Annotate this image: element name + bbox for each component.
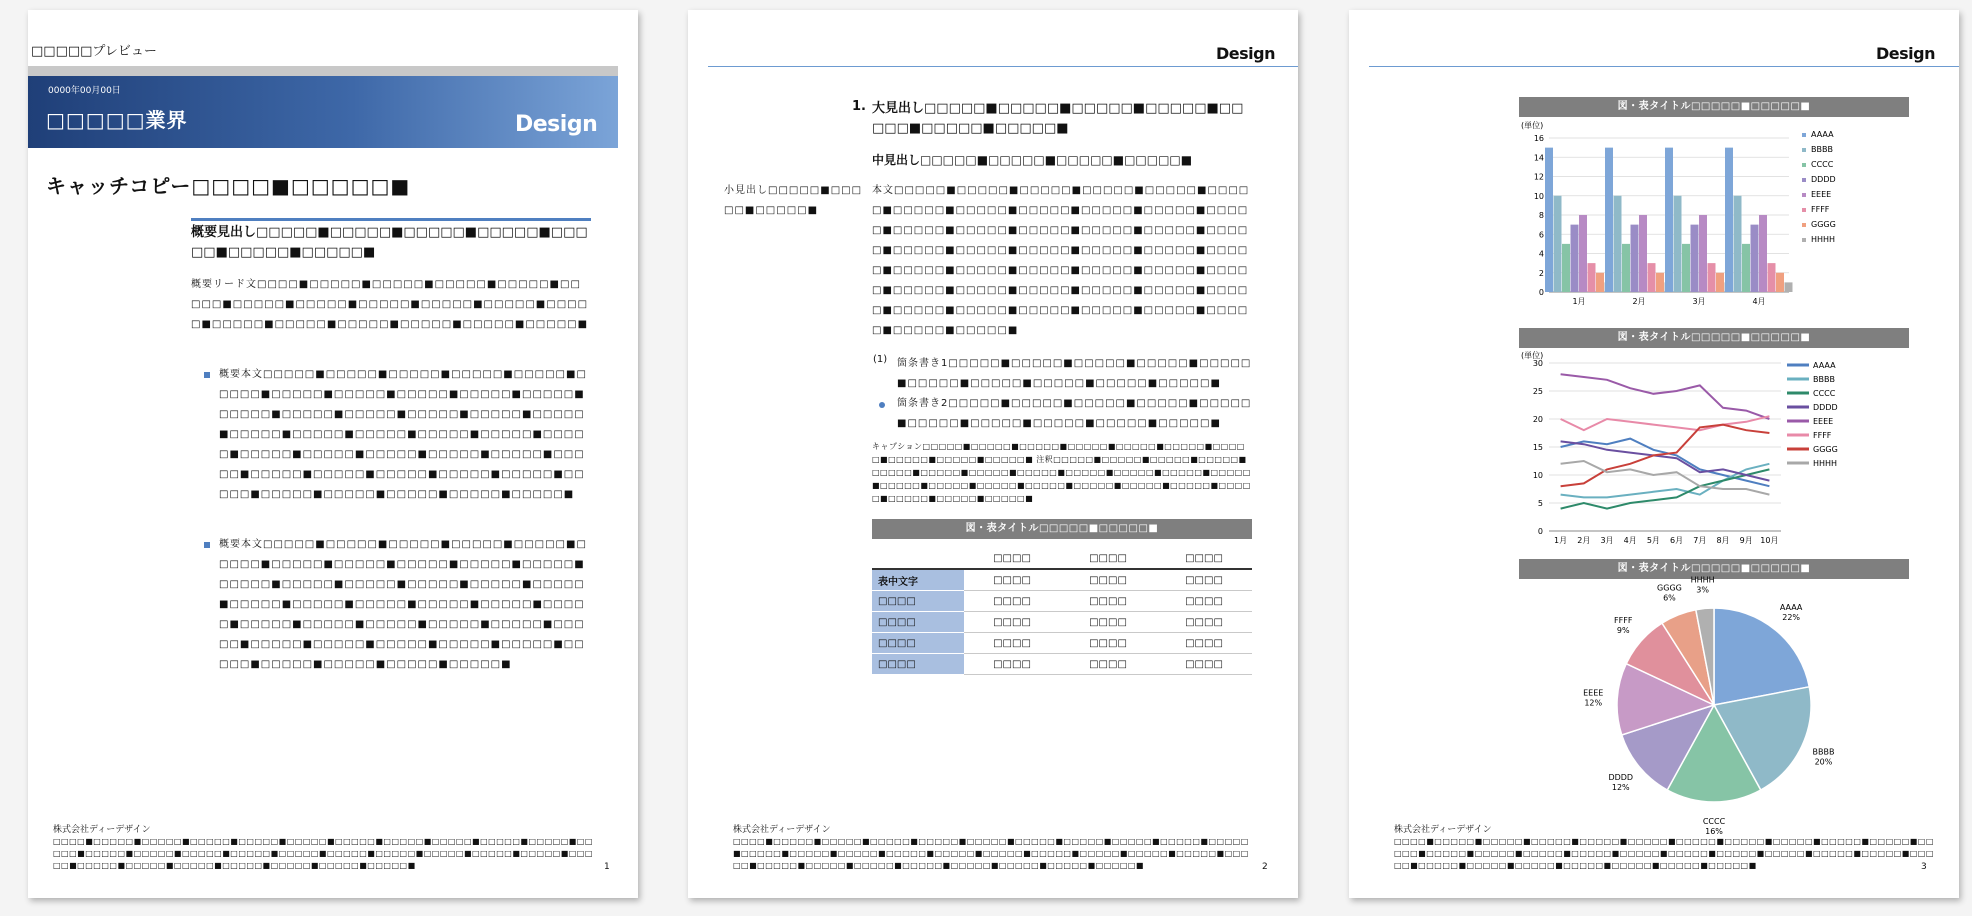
bar-y-tick-label: 8 bbox=[1538, 211, 1544, 220]
bar-legend-swatch bbox=[1802, 163, 1806, 167]
bullet-marker-2 bbox=[204, 542, 210, 548]
side-heading: 小見出し□□□□□■□□□□□■□□□□□■ bbox=[724, 185, 863, 216]
line-y-tick-label: 5 bbox=[1537, 499, 1543, 508]
bar-y-tick-label: 12 bbox=[1533, 172, 1544, 182]
footer-text: □□□□■□□□□□■□□□□□■□□□□□■□□□□□■□□□□□■□□□□□■□□□□□■□□□□□■□□□□□■□□□□□■□□□□□■□□□□□■□□□□□■□□□□□■□□□□□■□□□□□■□□□□□■□□□□□■□□□□□■□□□□□■□□□□□■□□□□□■□□□□□■□□□□□■□□□□□■□□□□□■□□□□□■□□□□□■□□□□□■ bbox=[733, 837, 1249, 870]
bar-y-unit-label: (単位) bbox=[1521, 121, 1544, 130]
table-cell: □□□□ bbox=[964, 569, 1060, 591]
bar bbox=[1674, 196, 1682, 292]
table-cell: □□□□ bbox=[1060, 654, 1156, 675]
bar-y-tick-label: 4 bbox=[1538, 249, 1544, 259]
page-number: 3 bbox=[1921, 862, 1927, 872]
line-x-tick-label: 7月 bbox=[1693, 536, 1707, 545]
bar bbox=[1648, 263, 1656, 292]
table-cell: □□□□ bbox=[964, 654, 1060, 675]
bar bbox=[1596, 273, 1604, 292]
catch-copy: キャッチコピー□□□□■□□□□□■ bbox=[46, 174, 411, 198]
bar bbox=[1562, 244, 1570, 292]
list-item-2: 箇条書き2□□□□□■□□□□□■□□□□□■□□□□□■□□□□□■□□□□□■□□□□□■□□□□□■□□□□□■□□□□□■ bbox=[897, 398, 1252, 429]
table-row bbox=[872, 591, 1252, 612]
bar bbox=[1699, 215, 1707, 292]
h1-heading: 大見出し□□□□□■□□□□□■□□□□□■□□□□□■□□□□□■□□□□□■□□□□□■ bbox=[872, 101, 1244, 136]
summary-rule bbox=[191, 218, 591, 221]
page-1 bbox=[28, 10, 638, 898]
line-series bbox=[1561, 374, 1770, 419]
lead-text: 概要リード文□□□□■□□□□□■□□□□□■□□□□□■□□□□□■□□□□□■□□□□□■□□□□□■□□□□□■□□□□□■□□□□□■□□□□□■□□□□□■□□□□□■□□□□□■□□□□□■□□□□□■□□□□□■ bbox=[191, 279, 589, 330]
bar-legend-swatch bbox=[1802, 193, 1806, 197]
pie-slice-name: DDDD bbox=[1608, 773, 1634, 783]
table-row-header: □□□□ bbox=[872, 654, 964, 675]
pie-chart-title: 図・表タイトル□□□□□■□□□□□■ bbox=[1519, 559, 1909, 579]
pie-slice-percent: 12% bbox=[1611, 783, 1630, 793]
bar bbox=[1768, 263, 1776, 292]
table-title: 図・表タイトル□□□□□■□□□□□■ bbox=[872, 519, 1252, 539]
line-x-tick-label: 6月 bbox=[1670, 536, 1684, 545]
table-cell: □□□□ bbox=[1060, 591, 1156, 612]
line-legend-label: BBBB bbox=[1813, 375, 1835, 384]
table-col-header: □□□□ bbox=[1060, 548, 1156, 569]
line-x-tick-label: 9月 bbox=[1739, 536, 1753, 545]
footer-company: 株式会社ディーデザイン bbox=[733, 825, 831, 835]
line-x-tick-label: 3月 bbox=[1600, 536, 1614, 545]
list-bullet-2 bbox=[879, 402, 885, 408]
list-marker-1: (1) bbox=[873, 354, 888, 365]
pie-slice-name: BBBB bbox=[1812, 747, 1835, 757]
line-legend-label: EEEE bbox=[1813, 417, 1834, 426]
bar-legend-label: FFFF bbox=[1811, 205, 1830, 214]
bar-chart-title: 図・表タイトル□□□□□■□□□□□■ bbox=[1519, 97, 1909, 117]
bar-legend-swatch bbox=[1802, 148, 1806, 152]
footer-company: 株式会社ディーデザイン bbox=[53, 825, 151, 835]
bar-legend-label: EEEE bbox=[1811, 190, 1832, 199]
line-y-tick-label: 20 bbox=[1532, 415, 1543, 424]
header-rule bbox=[1369, 66, 1959, 67]
bar-legend-label: HHHH bbox=[1811, 235, 1836, 244]
table-cell: □□□□ bbox=[1060, 612, 1156, 633]
bar-y-tick-label: 16 bbox=[1533, 134, 1544, 143]
banner-logo: Design bbox=[515, 112, 598, 137]
footer-text: □□□□■□□□□□■□□□□□■□□□□□■□□□□□■□□□□□■□□□□□■□□□□□■□□□□□■□□□□□■□□□□□■□□□□□■□□□□□■□□□□□■□□□□□■□□□□□■□□□□□■□□□□□■□□□□□■□□□□□■□□□□□■□□□□□■□□□□□■□□□□□■□□□□□■□□□□□■□□□□□■□□□□□■□□□□□■□□□□□■ bbox=[1394, 837, 1934, 870]
line-x-tick-label: 2月 bbox=[1577, 536, 1591, 545]
bar bbox=[1554, 196, 1562, 292]
line-y-tick-label: 30 bbox=[1532, 359, 1543, 368]
table-row-header: □□□□ bbox=[872, 612, 964, 633]
pie-slice-name: HHHH bbox=[1690, 575, 1715, 585]
summary-heading: 概要見出し□□□□□■□□□□□■□□□□□■□□□□□■□□□□□■□□□□□■□□□□□■ bbox=[191, 225, 588, 260]
table-cell: □□□□ bbox=[964, 633, 1060, 654]
pie-slice-percent: 6% bbox=[1663, 593, 1676, 603]
line-legend-label: GGGG bbox=[1813, 445, 1838, 454]
bar bbox=[1691, 225, 1699, 292]
table-cell: □□□□ bbox=[1060, 633, 1156, 654]
pie-slice-name: EEEE bbox=[1583, 688, 1604, 698]
table-col-header: □□□□ bbox=[1156, 548, 1252, 569]
header-logo: Design bbox=[1216, 44, 1275, 63]
body-text: 本文□□□□□■□□□□□■□□□□□■□□□□□■□□□□□■□□□□□■□□□□□■□□□□□■□□□□□■□□□□□■□□□□□■□□□□□■□□□□□■□□□□□■□□□□□■□□□□□■□□□□□■□□□□□■□□□□□■□□□□□■□□□□□■□□□□□■□□□□□■□□□□□■□□□□□■□□□□□■□□□□□■□□□□□■□□□□□■□□□□□■□□□□□■□□□□□■□□□□□■□□□□□■□□□□□■□□□□□■□□□□□■□□□□□■□□□□□■□□□□□■□□□□□■□□□□□■□□□□□■□□□□□■ bbox=[872, 185, 1250, 336]
bar bbox=[1716, 273, 1724, 292]
line-x-tick-label: 8月 bbox=[1716, 536, 1730, 545]
bar bbox=[1614, 196, 1622, 292]
bar-legend-label: AAAA bbox=[1811, 130, 1834, 139]
page-number: 1 bbox=[604, 862, 610, 872]
bar bbox=[1742, 244, 1750, 292]
table-corner-cell bbox=[872, 548, 964, 569]
line-x-tick-label: 1月 bbox=[1554, 536, 1568, 545]
pie-slice-name: GGGG bbox=[1657, 583, 1682, 593]
line-series bbox=[1561, 464, 1770, 498]
bar-y-tick-label: 14 bbox=[1533, 153, 1544, 163]
pie-slice-percent: 3% bbox=[1696, 585, 1709, 595]
pie-slice-name: CCCC bbox=[1702, 817, 1726, 826]
line-y-tick-label: 25 bbox=[1532, 387, 1543, 396]
line-x-tick-label: 4月 bbox=[1623, 536, 1637, 545]
footer-company: 株式会社ディーデザイン bbox=[1394, 825, 1492, 835]
table-header-row bbox=[872, 548, 1252, 569]
table-row bbox=[872, 654, 1252, 675]
body-paragraph-1: 概要本文□□□□□■□□□□□■□□□□□■□□□□□■□□□□□■□□□□□■□□□□□■□□□□□■□□□□□■□□□□□■□□□□□■□□□□□■□□□□□■□□□□□■□□□□□■□□□□□■□□□□□■□□□□□■□□□□□■□□□□□■□□□□□■□□□□□■□□□□□■□□□□□■□□□□□■□□□□□■□□□□□■□□□□□■□□□□□■□□□□□■□□□□□■□□□□□■□□□□□■□□□□□■□□□□□■□□□□□■□□□□□■□□□□□■□□□□□■□□□□□■ bbox=[219, 369, 587, 500]
footer-text: □□□□■□□□□□■□□□□□■□□□□□■□□□□□■□□□□□■□□□□□■□□□□□■□□□□□■□□□□□■□□□□□■□□□□□■□□□□□■□□□□□■□□□□□■□□□□□■□□□□□■□□□□□■□□□□□■□□□□□■□□□□□■□□□□□■□□□□□■□□□□□■□□□□□■□□□□□■□□□□□■□□□□□■□□□□□■□□□□□■ bbox=[53, 837, 593, 870]
bar bbox=[1622, 244, 1630, 292]
bar-legend-swatch bbox=[1802, 133, 1806, 137]
body-paragraph-2: 概要本文□□□□□■□□□□□■□□□□□■□□□□□■□□□□□■□□□□□■□□□□□■□□□□□■□□□□□■□□□□□■□□□□□■□□□□□■□□□□□■□□□□□■□□□□□■□□□□□■□□□□□■□□□□□■□□□□□■□□□□□■□□□□□■□□□□□■□□□□□■□□□□□■□□□□□■□□□□□■□□□□□■□□□□□■□□□□□■□□□□□■□□□□□■□□□□□■□□□□□■□□□□□■□□□□□■□□□□□■□□□□□■□□□□□■□□□□□■ bbox=[219, 539, 587, 670]
title-banner bbox=[28, 76, 618, 148]
header-logo: Design bbox=[1876, 44, 1935, 63]
line-y-tick-label: 0 bbox=[1537, 527, 1543, 536]
bar bbox=[1776, 273, 1784, 292]
list-item-1: 箇条書き1□□□□□■□□□□□■□□□□□■□□□□□■□□□□□■□□□□□■□□□□□■□□□□□■□□□□□■□□□□□■ bbox=[897, 358, 1252, 389]
page-3 bbox=[1349, 10, 1959, 898]
line-legend-label: DDDD bbox=[1813, 403, 1838, 412]
line-x-tick-label: 5月 bbox=[1646, 536, 1660, 545]
bar-legend-label: DDDD bbox=[1811, 175, 1836, 184]
bar-y-tick-label: 0 bbox=[1538, 288, 1544, 297]
line-chart bbox=[1519, 349, 1909, 554]
table-cell: □□□□ bbox=[1156, 591, 1252, 612]
bar-legend-label: CCCC bbox=[1811, 160, 1834, 169]
caption: キャプション□□□□□■□□□□□■□□□□□■□□□□□■□□□□□■□□□□□■□□□□□■□□□□□■□□□□□■□□□□□■ 注釈□□□□□■□□□□□■□□□□□■□□□□□■□□□□□■□□□□□■□□□□□■□□□□□■□□□□□■□□□□□■□□□□□■□□□□□■□□□□□■□□□□□■□□□□□■□□□□□■□□□□□■□□□□□■□□□□□■□□□□□■□□□□□■□□□□□■□□□□□■ bbox=[872, 442, 1251, 503]
data-table bbox=[872, 548, 1252, 675]
line-y-unit-label: (単位) bbox=[1521, 351, 1544, 360]
bar bbox=[1751, 225, 1759, 292]
preview-label: □□□□□プレビュー bbox=[31, 44, 157, 59]
bar-x-tick-label: 2月 bbox=[1632, 297, 1646, 306]
table-cell: □□□□ bbox=[1156, 612, 1252, 633]
bar bbox=[1571, 225, 1579, 292]
bar-y-tick-label: 2 bbox=[1538, 268, 1544, 278]
pie-chart bbox=[1519, 575, 1909, 836]
table-col-header: □□□□ bbox=[964, 548, 1060, 569]
bar-legend-label: GGGG bbox=[1811, 220, 1836, 229]
bar-legend-swatch bbox=[1802, 178, 1806, 182]
bar bbox=[1579, 215, 1587, 292]
table-cell: □□□□ bbox=[1156, 654, 1252, 675]
bar bbox=[1588, 263, 1596, 292]
bar-y-tick-label: 6 bbox=[1538, 230, 1544, 240]
bullet-marker-1 bbox=[204, 372, 210, 378]
bar bbox=[1656, 273, 1664, 292]
table-cell: □□□□ bbox=[1060, 569, 1156, 591]
pie-slice-percent: 16% bbox=[1705, 827, 1723, 836]
table-cell: □□□□ bbox=[1156, 569, 1252, 591]
pie-slice-name: AAAA bbox=[1779, 602, 1803, 612]
bar-legend-swatch bbox=[1802, 223, 1806, 227]
bar bbox=[1631, 225, 1639, 292]
table-row bbox=[872, 612, 1252, 633]
line-legend-label: CCCC bbox=[1813, 389, 1836, 398]
line-legend-label: HHHH bbox=[1813, 459, 1838, 468]
line-legend-label: AAAA bbox=[1813, 361, 1836, 370]
bar bbox=[1639, 215, 1647, 292]
bar bbox=[1682, 244, 1690, 292]
table-cell: □□□□ bbox=[1156, 633, 1252, 654]
bar bbox=[1545, 148, 1553, 292]
pie-slice-percent: 20% bbox=[1814, 757, 1833, 767]
bar bbox=[1605, 148, 1613, 292]
banner-industry: □□□□□業界 bbox=[46, 108, 188, 132]
page-2 bbox=[688, 10, 1298, 898]
bar bbox=[1759, 215, 1767, 292]
pie-slice-name: FFFF bbox=[1614, 615, 1633, 625]
h1-number: 1. bbox=[852, 99, 866, 114]
line-y-tick-label: 10 bbox=[1532, 471, 1543, 480]
bar-legend-swatch bbox=[1802, 208, 1806, 212]
line-y-tick-label: 15 bbox=[1532, 443, 1543, 452]
bar bbox=[1785, 282, 1793, 292]
bar-legend-label: BBBB bbox=[1811, 145, 1833, 154]
bar bbox=[1708, 263, 1716, 292]
header-rule bbox=[708, 66, 1298, 67]
h2-heading: 中見出し□□□□□■□□□□□■□□□□□■□□□□□■ bbox=[872, 153, 1193, 167]
line-x-tick-label: 10月 bbox=[1760, 536, 1779, 545]
bar-x-tick-label: 1月 bbox=[1572, 297, 1586, 306]
table-row-header: □□□□ bbox=[872, 633, 964, 654]
bar-y-tick-label: 10 bbox=[1533, 191, 1544, 201]
pie-slice-percent: 12% bbox=[1584, 698, 1603, 708]
bar-legend-swatch bbox=[1802, 238, 1806, 242]
table-row bbox=[872, 569, 1252, 591]
pie-slice-percent: 22% bbox=[1782, 612, 1801, 622]
table-row-header: 表中文字 bbox=[872, 569, 964, 591]
pie-slice-percent: 9% bbox=[1616, 625, 1630, 635]
line-chart-title: 図・表タイトル□□□□□■□□□□□■ bbox=[1519, 328, 1909, 348]
table-cell: □□□□ bbox=[964, 612, 1060, 633]
bar-x-tick-label: 4月 bbox=[1752, 297, 1766, 306]
bar bbox=[1665, 148, 1673, 292]
bar-chart bbox=[1519, 118, 1909, 320]
gray-rule bbox=[28, 66, 618, 76]
table-cell: □□□□ bbox=[964, 591, 1060, 612]
page-number: 2 bbox=[1262, 862, 1268, 872]
bar bbox=[1734, 196, 1742, 292]
table-row-header: □□□□ bbox=[872, 591, 964, 612]
bar-x-tick-label: 3月 bbox=[1692, 297, 1706, 306]
line-legend-label: FFFF bbox=[1813, 431, 1832, 440]
table-row bbox=[872, 633, 1252, 654]
bar bbox=[1725, 148, 1733, 292]
banner-date: 0000年00月00日 bbox=[48, 86, 121, 96]
